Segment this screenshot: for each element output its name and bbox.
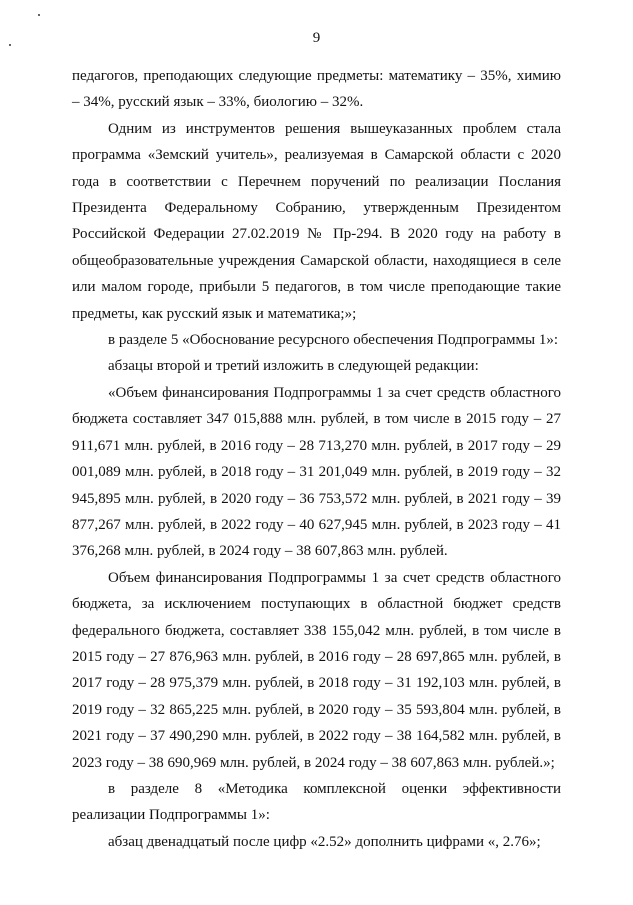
paragraph: «Объем финансирования Подпрограммы 1 за счет средств областного бюджета составляет 347 015,888 млн. рублей, в том числе в 2015 году – 27 911,671 млн. рублей, в 2016 году – 28 713,270 млн. рублей, в 2017 году – 29 001,089 млн. рублей, в 2018 году – 31 201,049 млн. рублей, в 2019 году – 32 945,895 млн. рублей, в 2020 году – 36 753,572 млн. рублей, в 2021 году – 39 877,267 млн. рублей, в 2022 году – 40 627,945 млн. рублей, в 2023 году – 41 376,268 млн. рублей, в 2024 году – 38 607,863 млн. рублей. <box>72 384 561 560</box>
paragraph: в разделе 5 «Обоснование ресурсного обеспечения Подпрограммы 1»: <box>108 332 558 349</box>
scan-speck <box>38 14 40 16</box>
page-number: 9 <box>312 30 321 46</box>
paragraph: Одним из инструментов решения вышеуказанных проблем стала программа «Земский учитель», реализуемая в Самарской области с 2020 года в соответствии с Перечнем поручений по реализации Послания Президента Федеральному Собранию, утвержденным Президентом Российской Федерации 27.02.2019 № Пр-294. В 2020 году на работу в общеобразовательные учреждения Самарской области, находящиеся в селе или малом городе, прибыли 5 педагогов, в том числе преподающие такие предметы, как русский язык и математика;»; <box>72 120 561 322</box>
paragraph: Объем финансирования Подпрограммы 1 за счет средств областного бюджета, за исключением поступающих в областной бюджет средств федерального бюджета, составляет 338 155,042 млн. рублей, в том числе в 2015 году – 27 876,963 млн. рублей, в 2016 году – 28 697,865 млн. рублей, в 2017 году – 28 975,379 млн. рублей, в 2018 году – 31 192,103 млн. рублей, в 2019 году – 32 865,225 млн. рублей, в 2020 году – 35 593,804 млн. рублей, в 2021 году – 37 490,290 млн. рублей, в 2022 году – 38 164,582 млн. рублей, в 2023 году – 38 690,969 млн. рублей, в 2024 году – 38 607,863 млн. рублей.»; <box>72 569 561 771</box>
document-body <box>72 63 561 855</box>
paragraph: педагогов, преподающих следующие предметы: математику – 35%, химию – 34%, русский язык – 33%, биологию – 32%. <box>72 68 561 111</box>
paragraph: абзацы второй и третий изложить в следующей редакции: <box>108 358 479 375</box>
paragraph: в разделе 8 «Методика комплексной оценки эффективности реализации Подпрограммы 1»: <box>72 780 561 824</box>
paragraph: абзац двенадцатый после цифр «2.52» дополнить цифрами «, 2.76»; <box>108 833 541 850</box>
